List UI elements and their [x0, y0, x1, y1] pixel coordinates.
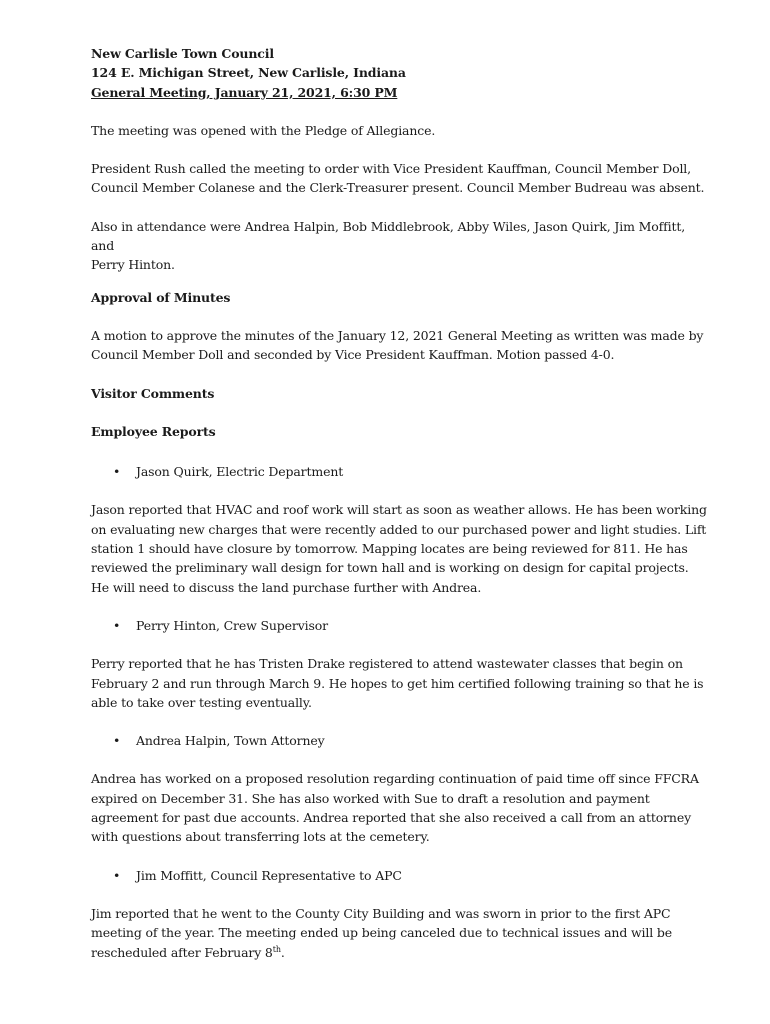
bullet-icon: •: [113, 867, 121, 883]
employee-heading: Employee Reports: [91, 423, 216, 439]
perry-report-paragraph: [91, 654, 710, 712]
jim-report-paragraph: [91, 904, 710, 962]
text-line: Council Member Doll and seconded by Vice President Kauffman. Motion passed 4-0.: [91, 347, 615, 363]
meeting-title: General Meeting, January 21, 2021, 6:30 PM: [91, 84, 398, 100]
list-item-label: Andrea Halpin, Town Attorney: [136, 733, 325, 749]
text-line: Perry Hinton.: [91, 257, 175, 273]
list-item: [91, 731, 710, 750]
approval-heading: Approval of Minutes: [91, 289, 231, 305]
text-line: Perry reported that he has Tristen Drake registered to attend wastewater classes that begin on: [91, 656, 683, 672]
text-line: He will need to discuss the land purchase further with Andrea.: [91, 579, 482, 595]
text-line: A motion to approve the minutes of the January 12, 2021 General Meeting as written was made by: [91, 327, 704, 343]
document-header: [91, 44, 710, 102]
andrea-report-paragraph: [91, 769, 710, 846]
pledge-paragraph: The meeting was opened with the Pledge of Allegiance.: [91, 122, 436, 138]
attendance-paragraph: [91, 217, 710, 275]
visitor-heading: Visitor Comments: [91, 385, 215, 401]
list-item: [91, 866, 710, 885]
text-line: rescheduled after February 8: [91, 944, 273, 960]
list-item: [91, 616, 710, 635]
text-line: Also in attendance were Andrea Halpin, Bob Middlebrook, Abby Wiles, Jason Quirk, Jim Moffitt, and: [91, 218, 686, 254]
list-item: [91, 462, 710, 481]
text-line: on evaluating new charges that were recently added to our purchased power and light studies. Lift: [91, 521, 707, 537]
text-line: Jim reported that he went to the County City Building and was sworn in prior to the first APC: [91, 905, 671, 921]
list-item-label: Jason Quirk, Electric Department: [136, 464, 344, 480]
text-line: station 1 should have closure by tomorrow. Mapping locates are being reviewed for 811. He has: [91, 541, 688, 557]
text-line: President Rush called the meeting to order with Vice President Kauffman, Council Member Doll,: [91, 161, 691, 177]
list-item-label: Perry Hinton, Crew Supervisor: [136, 617, 328, 633]
jason-report-paragraph: [91, 500, 710, 596]
bullet-icon: •: [113, 733, 121, 749]
council-name: New Carlisle Town Council: [91, 46, 274, 61]
text-line: February 2 and run through March 9. He hopes to get him certified following training so that he is: [91, 675, 704, 691]
text-line: with questions about transferring lots at the cemetery.: [91, 829, 430, 845]
call-to-order-paragraph: [91, 159, 710, 198]
text-line: agreement for past due accounts. Andrea reported that she also received a call from an attorney: [91, 810, 691, 826]
list-item-label: Jim Moffitt, Council Representative to APC: [136, 867, 402, 883]
text-line: reviewed the preliminary wall design for town hall and is working on design for capital projects.: [91, 560, 689, 576]
minutes-paragraph: [91, 326, 710, 365]
council-address: 124 E. Michigan Street, New Carlisle, Indiana: [91, 65, 406, 81]
text-line: able to take over testing eventually.: [91, 694, 312, 710]
text-line: Council Member Colanese and the Clerk-Treasurer present. Council Member Budreau was absent.: [91, 180, 705, 196]
bullet-icon: •: [113, 464, 121, 480]
bullet-icon: •: [113, 617, 121, 633]
sentence-end: .: [280, 944, 285, 960]
text-line: meeting of the year. The meeting ended up being canceled due to technical issues and will be: [91, 925, 673, 941]
ordinal-suffix: th: [272, 944, 281, 954]
text-line: expired on December 31. She has also worked with Sue to draft a resolution and payment: [91, 790, 650, 806]
text-line: Jason reported that HVAC and roof work will start as soon as weather allows. He has been working: [91, 502, 707, 518]
text-line: Andrea has worked on a proposed resolution regarding continuation of paid time off since FFCRA: [91, 771, 699, 787]
